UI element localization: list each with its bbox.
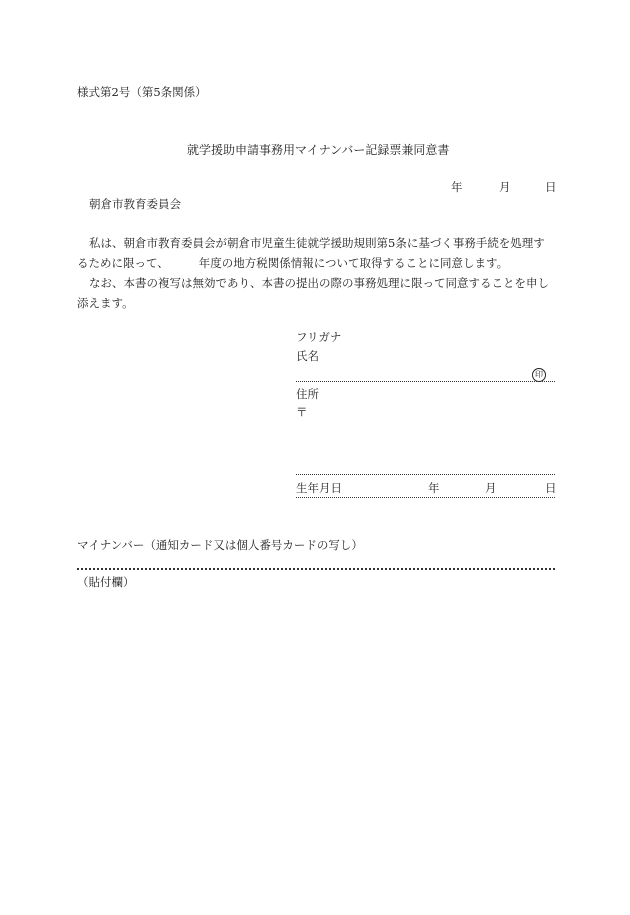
postal-mark: 〒 (296, 405, 308, 419)
paste-area-label: （貼付欄） (77, 575, 135, 589)
consent-body (77, 233, 555, 313)
name-label: 氏名 (296, 349, 319, 363)
birthdate-line (296, 497, 555, 498)
address-label: 住所 (296, 387, 319, 401)
consent-paragraph-2: なお、本書の複写は無効であり、本書の提出の際の事務処理に限って同意することを申し添えます。 (77, 276, 549, 310)
mynumber-label: マイナンバー（通知カード又は個人番号カードの写し） (77, 538, 363, 552)
consent-paragraph-1: 私は、朝倉市教育委員会が朝倉市児童生徒就学援助規則第5条に基づく事務手続を処理するために限って、 年度の地方税関係情報について取得することに同意します。 (77, 236, 545, 270)
form-number: 様式第2号（第5条関係） (77, 85, 207, 99)
seal-icon: 印 (532, 368, 546, 382)
date-month-label: 月 (499, 180, 511, 194)
addressee: 朝倉市教育委員会 (89, 197, 181, 211)
birthdate-label: 生年月日 (296, 481, 342, 495)
date-day-label: 日 (545, 180, 557, 194)
birth-day-label: 日 (545, 481, 557, 495)
furigana-label: フリガナ (296, 330, 342, 344)
address-line (296, 474, 555, 475)
mynumber-line (77, 568, 555, 570)
birth-year-label: 年 (428, 481, 440, 495)
name-line (296, 381, 555, 382)
date-year-label: 年 (451, 180, 463, 194)
birth-month-label: 月 (485, 481, 497, 495)
document-title: 就学援助申請事務用マイナンバー記録票兼同意書 (187, 143, 450, 157)
